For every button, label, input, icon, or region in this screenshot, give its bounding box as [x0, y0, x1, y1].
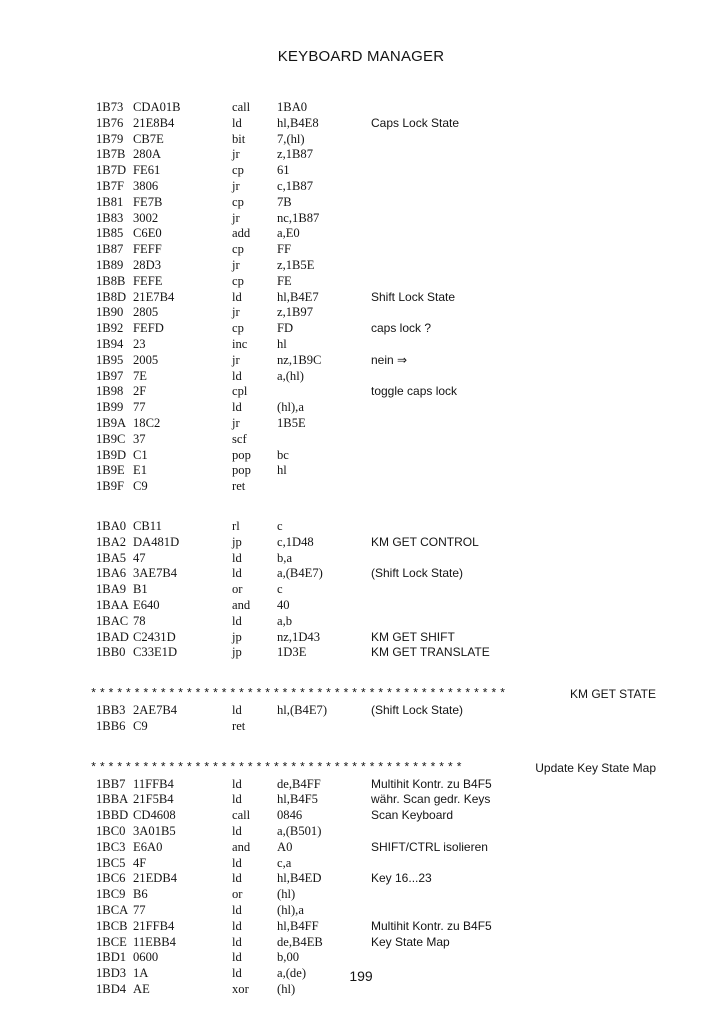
operand: (hl) [277, 887, 296, 902]
address: 1BC5 [96, 855, 126, 870]
code-line [96, 100, 696, 116]
mnemonic: jr [232, 305, 240, 320]
code-line [96, 614, 696, 630]
address: 1B95 [96, 352, 124, 367]
address: 1B73 [96, 100, 124, 114]
address: 1B8D [96, 289, 127, 304]
comment: KM GET TRANSLATE [371, 645, 490, 660]
mnemonic: jp [232, 629, 242, 644]
mnemonic: and [232, 839, 251, 854]
mnemonic: ld [232, 368, 242, 383]
hex-bytes: 2F [133, 384, 147, 399]
address: 1B9C [96, 431, 126, 446]
mnemonic: ld [232, 703, 242, 718]
blank-line [96, 495, 696, 519]
code-line [96, 982, 696, 998]
mnemonic: rl [232, 518, 240, 533]
operand: 40 [277, 597, 290, 612]
mnemonic: cp [232, 321, 244, 336]
code-line [96, 551, 696, 567]
hex-bytes: 3002 [133, 210, 159, 225]
address: 1BC3 [96, 839, 126, 854]
address: 1BC9 [96, 887, 126, 902]
hex-bytes: 77 [133, 400, 146, 415]
operand: a,(B501) [277, 824, 322, 839]
hex-bytes: CB11 [133, 518, 162, 533]
operand: hl,B4E7 [277, 289, 319, 304]
address: 1BBD [96, 808, 129, 823]
code-line [96, 321, 696, 337]
address: 1BD1 [96, 950, 127, 965]
code-line [96, 290, 696, 306]
code-line [96, 719, 696, 735]
address: 1BAC [96, 613, 129, 628]
mnemonic: cpl [232, 384, 248, 399]
hex-bytes: C6E0 [133, 226, 162, 241]
comment: Scan Keyboard [371, 808, 454, 823]
address: 1B85 [96, 226, 124, 241]
address: 1B9A [96, 415, 127, 430]
operand: A0 [277, 839, 293, 854]
blank-line [96, 735, 696, 759]
address: 1B90 [96, 305, 124, 320]
hex-bytes: 11EBB4 [133, 934, 176, 949]
hex-bytes: CD4608 [133, 808, 176, 823]
operand: z,1B87 [277, 147, 314, 162]
mnemonic: cp [232, 194, 244, 209]
mnemonic: jr [232, 352, 240, 367]
code-line [96, 582, 696, 598]
hex-bytes: 280A [133, 147, 161, 162]
operand: 7,(hl) [277, 131, 305, 146]
operand: a,(B4E7) [277, 566, 323, 581]
mnemonic: or [232, 582, 243, 597]
address: 1BC6 [96, 871, 126, 886]
address: 1B76 [96, 115, 124, 130]
code-line [96, 147, 696, 163]
mnemonic: bit [232, 131, 246, 146]
operand: 7B [277, 194, 292, 209]
mnemonic: ld [232, 824, 242, 839]
mnemonic: ld [232, 613, 242, 628]
address: 1B81 [96, 194, 124, 209]
hex-bytes: 3AE7B4 [133, 566, 178, 581]
section-separator [90, 759, 696, 777]
hex-bytes: 3806 [133, 178, 159, 193]
hex-bytes: 21F5B4 [133, 792, 174, 807]
hex-bytes: E1 [133, 463, 147, 478]
operand: hl,B4FF [277, 918, 319, 933]
operand: hl,B4E8 [277, 115, 319, 130]
address: 1BA5 [96, 550, 127, 565]
code-line [96, 163, 696, 179]
address: 1BA6 [96, 566, 127, 581]
mnemonic: jr [232, 178, 240, 193]
operand: b,00 [277, 950, 300, 965]
operand: FF [277, 242, 292, 257]
operand: hl,B4F5 [277, 792, 318, 807]
code-line [96, 195, 696, 211]
code-line [96, 903, 696, 919]
hex-bytes: 78 [133, 613, 146, 628]
hex-bytes: CDA01B [133, 100, 181, 114]
section-separator [90, 685, 696, 703]
mnemonic: xor [232, 982, 249, 997]
mnemonic: ld [232, 903, 242, 918]
mnemonic: call [232, 100, 251, 114]
hex-bytes: 77 [133, 903, 146, 918]
code-line [96, 384, 696, 400]
mnemonic: ld [232, 855, 242, 870]
operand: c [277, 582, 283, 597]
comment: toggle caps lock [371, 384, 458, 399]
code-line [96, 432, 696, 448]
mnemonic: ld [232, 934, 242, 949]
mnemonic: ld [232, 776, 242, 791]
code-line [96, 463, 696, 479]
mnemonic: cp [232, 163, 244, 178]
hex-bytes: FEFD [133, 321, 164, 336]
code-line [96, 305, 696, 321]
comment: (Shift Lock State) [371, 566, 464, 581]
comment: Caps Lock State [371, 115, 460, 130]
operand: bc [277, 447, 289, 462]
operand: z,1B97 [277, 305, 314, 320]
mnemonic: ld [232, 918, 242, 933]
comment: Multihit Kontr. zu B4F5 [371, 776, 492, 791]
hex-bytes: 2AE7B4 [133, 703, 178, 718]
hex-bytes: C9 [133, 479, 148, 494]
comment: Key State Map [371, 934, 450, 949]
address: 1BC0 [96, 824, 126, 839]
operand: a,E0 [277, 226, 300, 241]
comment: caps lock ? [371, 321, 432, 336]
separator-asterisks: ******************************************* [90, 760, 465, 775]
operand: (hl),a [277, 903, 304, 918]
hex-bytes: B1 [133, 582, 148, 597]
hex-bytes: 11FFB4 [133, 776, 174, 791]
hex-bytes: 4F [133, 855, 147, 870]
operand: nz,1D43 [277, 629, 321, 644]
operand: 1D3E [277, 645, 307, 660]
address: 1B83 [96, 210, 124, 225]
comment: Multihit Kontr. zu B4F5 [371, 918, 492, 933]
code-line [96, 792, 696, 808]
mnemonic: ld [232, 289, 242, 304]
mnemonic: pop [232, 463, 251, 478]
code-line [96, 919, 696, 935]
hex-bytes: FE7B [133, 194, 163, 209]
mnemonic: ret [232, 479, 246, 494]
mnemonic: jp [232, 534, 242, 549]
operand: de,B4EB [277, 934, 323, 949]
operand: de,B4FF [277, 776, 321, 791]
hex-bytes: 21EDB4 [133, 871, 178, 886]
address: 1BD3 [96, 966, 127, 981]
code-line [96, 598, 696, 614]
operand: 0846 [277, 808, 303, 823]
operand: FE [277, 273, 292, 288]
mnemonic: and [232, 597, 251, 612]
hex-bytes: CB7E [133, 131, 164, 146]
address: 1B92 [96, 321, 124, 336]
code-line [96, 808, 696, 824]
mnemonic: cp [232, 242, 244, 257]
address: 1BA9 [96, 582, 127, 597]
address: 1BBA [96, 792, 129, 807]
mnemonic: jr [232, 147, 240, 162]
mnemonic: call [232, 808, 251, 823]
hex-bytes: 2005 [133, 352, 159, 367]
hex-bytes: C33E1D [133, 645, 178, 660]
hex-bytes: C1 [133, 447, 148, 462]
address: 1BA2 [96, 534, 127, 549]
code-line [96, 840, 696, 856]
operand: z,1B5E [277, 257, 315, 272]
separator-asterisks: ************************************************ [90, 687, 508, 702]
address: 1BCE [96, 934, 127, 949]
operand: hl [277, 463, 287, 478]
address: 1B7B [96, 147, 126, 162]
mnemonic: jr [232, 415, 240, 430]
operand: hl [277, 336, 287, 351]
operand: c,a [277, 855, 292, 870]
operand: a,(hl) [277, 368, 304, 383]
address: 1B7D [96, 163, 127, 178]
code-line [96, 535, 696, 551]
address: 1B97 [96, 368, 124, 383]
operand: 1BA0 [277, 100, 308, 114]
mnemonic: inc [232, 336, 248, 351]
code-line [96, 645, 696, 661]
code-line [96, 566, 696, 582]
comment: KM GET SHIFT [371, 629, 455, 644]
address: 1B9F [96, 479, 124, 494]
operand: nz,1B9C [277, 352, 322, 367]
blank-line [96, 661, 696, 685]
address: 1BCA [96, 903, 129, 918]
operand: FD [277, 321, 294, 336]
code-line [96, 132, 696, 148]
address: 1B99 [96, 400, 124, 415]
mnemonic: ld [232, 566, 242, 581]
address: 1B9E [96, 463, 125, 478]
hex-bytes: 21E8B4 [133, 115, 175, 130]
comment: währ. Scan gedr. Keys [371, 792, 491, 807]
code-line [96, 179, 696, 195]
hex-bytes: C9 [133, 718, 148, 733]
address: 1B89 [96, 257, 124, 272]
operand: hl,B4ED [277, 871, 322, 886]
address: 1BB6 [96, 718, 126, 733]
mnemonic: or [232, 887, 243, 902]
code-line [96, 777, 696, 793]
comment: Shift Lock State [371, 289, 456, 304]
hex-bytes: 0600 [133, 950, 159, 965]
code-line [96, 242, 696, 258]
code-line [96, 369, 696, 385]
hex-bytes: FEFF [133, 242, 162, 257]
hex-bytes: DA481D [133, 534, 180, 549]
operand: a,(de) [277, 966, 307, 981]
assembly-listing [90, 100, 696, 998]
address: 1B8B [96, 273, 126, 288]
code-line [96, 416, 696, 432]
code-line [96, 337, 696, 353]
mnemonic: jr [232, 210, 240, 225]
address: 1B7F [96, 178, 124, 193]
code-line [96, 226, 696, 242]
comment: nein ⇒ [371, 352, 408, 367]
hex-bytes: 37 [133, 431, 146, 446]
hex-bytes: 21FFB4 [133, 918, 175, 933]
code-line [96, 935, 696, 951]
operand: a,b [277, 613, 293, 628]
code-line [96, 871, 696, 887]
mnemonic: scf [232, 431, 247, 446]
mnemonic: cp [232, 273, 244, 288]
comment: KM GET CONTROL [371, 534, 479, 549]
hex-bytes: AE [133, 982, 150, 997]
mnemonic: add [232, 226, 251, 241]
operand: b,a [277, 550, 293, 565]
code-line [96, 479, 696, 495]
address: 1BAD [96, 629, 129, 644]
address: 1B98 [96, 384, 124, 399]
mnemonic: jr [232, 257, 240, 272]
code-line [96, 856, 696, 872]
operand: 61 [277, 163, 290, 178]
operand: (hl) [277, 982, 296, 997]
page-number: 199 [349, 968, 373, 984]
address: 1B9D [96, 447, 127, 462]
comment: (Shift Lock State) [371, 703, 464, 718]
hex-bytes: 47 [133, 550, 146, 565]
hex-bytes: 18C2 [133, 415, 161, 430]
mnemonic: pop [232, 447, 251, 462]
hex-bytes: 1A [133, 966, 149, 981]
address: 1BB3 [96, 703, 126, 718]
hex-bytes: B6 [133, 887, 148, 902]
mnemonic: ld [232, 871, 242, 886]
hex-bytes: 28D3 [133, 257, 161, 272]
operand: 1B5E [277, 415, 306, 430]
hex-bytes: 2805 [133, 305, 159, 320]
mnemonic: ld [232, 115, 242, 130]
mnemonic: ld [232, 950, 242, 965]
code-line [96, 353, 696, 369]
mnemonic: ld [232, 966, 242, 981]
address: 1BCB [96, 918, 128, 933]
code-line [96, 950, 696, 966]
code-line [96, 630, 696, 646]
code-line [96, 400, 696, 416]
section-label: KM GET STATE [569, 687, 656, 702]
operand: c,1B87 [277, 178, 314, 193]
hex-bytes: 23 [133, 336, 146, 351]
code-line [96, 824, 696, 840]
operand: (hl),a [277, 400, 304, 415]
page-title: KEYBOARD MANAGER [277, 48, 445, 65]
mnemonic: jp [232, 645, 242, 660]
address: 1B79 [96, 131, 124, 146]
comment: SHIFT/CTRL isolieren [371, 839, 488, 854]
address: 1B87 [96, 242, 124, 257]
mnemonic: ret [232, 718, 246, 733]
code-line [96, 116, 696, 132]
mnemonic: ld [232, 550, 242, 565]
hex-bytes: E6A0 [133, 839, 163, 854]
address: 1BD4 [96, 982, 127, 997]
code-line [96, 211, 696, 227]
operand: c [277, 518, 283, 533]
hex-bytes: 3A01B5 [133, 824, 176, 839]
address: 1BB7 [96, 776, 126, 791]
address: 1B94 [96, 336, 124, 351]
section-label: Update Key State Map [535, 760, 656, 775]
hex-bytes: E640 [133, 597, 160, 612]
code-line [96, 274, 696, 290]
comment: Key 16...23 [371, 871, 432, 886]
address: 1BA0 [96, 518, 127, 533]
mnemonic: ld [232, 400, 242, 415]
hex-bytes: 21E7B4 [133, 289, 175, 304]
mnemonic: ld [232, 792, 242, 807]
operand: c,1D48 [277, 534, 314, 549]
address: 1BB0 [96, 645, 126, 660]
code-line [96, 519, 696, 535]
hex-bytes: 7E [133, 368, 147, 383]
hex-bytes: FEFE [133, 273, 163, 288]
code-line [96, 703, 696, 719]
hex-bytes: FE61 [133, 163, 161, 178]
operand: nc,1B87 [277, 210, 320, 225]
code-line [96, 258, 696, 274]
hex-bytes: C2431D [133, 629, 176, 644]
code-line [96, 887, 696, 903]
operand: hl,(B4E7) [277, 703, 328, 718]
address: 1BAA [96, 597, 129, 612]
code-line [96, 448, 696, 464]
